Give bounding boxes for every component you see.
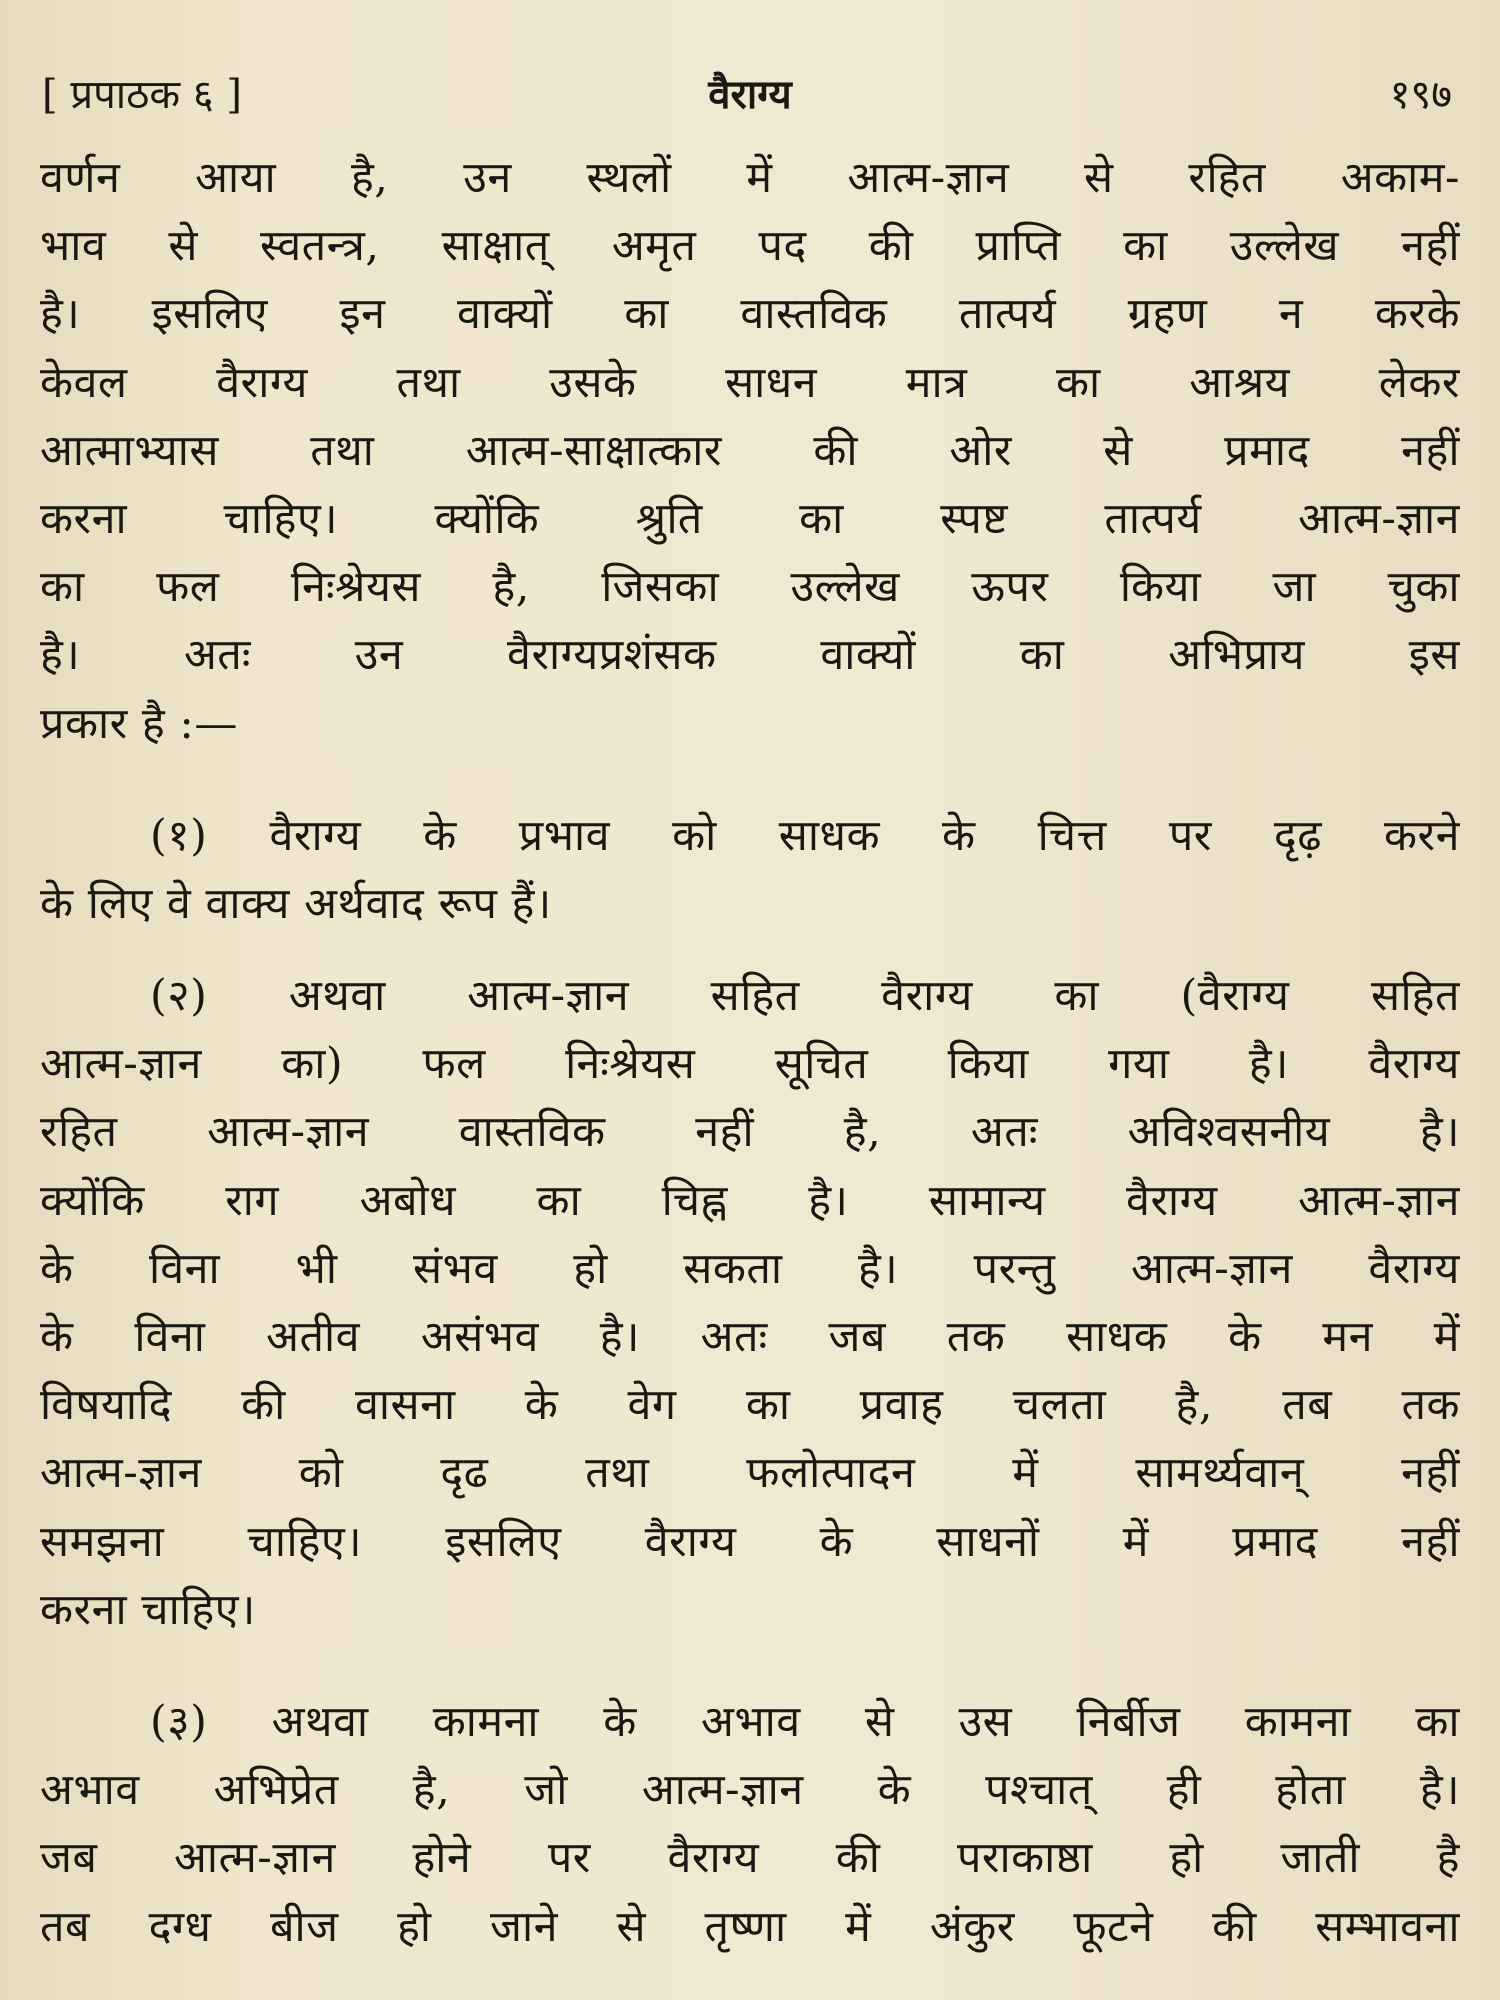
- text-line: आत्माभ्यास तथा आत्म-साक्षात्कार की ओर से प्रमाद नहीं: [40, 425, 1460, 476]
- text-line: आत्म-ज्ञान का) फल निःश्रेयस सूचित किया गया है। वैराग्य: [40, 1039, 1460, 1090]
- text-line: (१) वैराग्य के प्रभाव को साधक के चित्त पर दृढ़ करने: [150, 810, 1460, 861]
- text-line: के लिए वे वाक्य अर्थवाद रूप हैं।: [40, 878, 552, 929]
- text-line: जब आत्म-ज्ञान होने पर वैराग्य की पराकाष्ठा हो जाती है: [40, 1833, 1460, 1884]
- page-number: १९७: [1389, 72, 1452, 118]
- text-line: आत्म-ज्ञान को दृढ तथा फलोत्पादन में सामर्थ्यवान् नहीं: [40, 1448, 1460, 1499]
- text-line: समझना चाहिए। इसलिए वैराग्य के साधनों में प्रमाद नहीं: [40, 1516, 1460, 1567]
- text-line: अभाव अभिप्रेत है, जो आत्म-ज्ञान के पश्चात् ही होता है।: [40, 1765, 1460, 1816]
- text-line: तब दग्ध बीज हो जाने से तृष्णा में अंकुर फूटने की सम्भावना: [40, 1901, 1460, 1952]
- paragraph-gap: [40, 1644, 1460, 1688]
- point-3-paragraph: [40, 1688, 1460, 1961]
- text-line: रहित आत्म-ज्ञान वास्तविक नहीं है, अतः अविश्वसनीय है।: [40, 1107, 1460, 1158]
- point-2-paragraph: [40, 962, 1460, 1644]
- text-line: प्रकार है :—: [40, 698, 238, 749]
- text-line: का फल निःश्रेयस है, जिसका उल्लेख ऊपर किया जा चुका: [40, 562, 1460, 613]
- text-line: केवल वैराग्य तथा उसके साधन मात्र का आश्रय लेकर: [40, 357, 1460, 408]
- text-line: है। अतः उन वैराग्यप्रशंसक वाक्यों का अभिप्राय इस: [40, 630, 1460, 681]
- text-line: के विना अतीव असंभव है। अतः जब तक साधक के मन में: [40, 1312, 1460, 1362]
- running-header: [40, 60, 1460, 130]
- text-line: क्योंकि राग अबोध का चिह्न है। सामान्य वैराग्य आत्म-ज्ञान: [40, 1175, 1460, 1226]
- text-line: (२) अथवा आत्म-ज्ञान सहित वैराग्य का (वैराग्य सहित: [150, 971, 1460, 1022]
- page-heading: वैराग्य: [708, 71, 792, 118]
- text-line: है। इसलिए इन वाक्यों का वास्तविक तात्पर्य ग्रहण न करके: [40, 289, 1460, 340]
- page-body: [40, 144, 1460, 1961]
- text-line: वर्णन आया है, उन स्थलों में आत्म-ज्ञान से रहित अकाम-: [40, 153, 1460, 203]
- text-line: (३) अथवा कामना के अभाव से उस निर्बीज कामना का: [150, 1696, 1460, 1747]
- chapter-label: [ प्रपाठक ६ ]: [42, 72, 242, 118]
- text-line: भाव से स्वतन्त्र, साक्षात् अमृत पद की प्राप्ति का उल्लेख नहीं: [40, 221, 1460, 272]
- intro-paragraph: [40, 144, 1460, 758]
- text-line: के विना भी संभव हो सकता है। परन्तु आत्म-ज्ञान वैराग्य: [40, 1243, 1460, 1294]
- paragraph-gap: [40, 758, 1460, 802]
- point-1-paragraph: [40, 802, 1460, 938]
- paragraph-gap: [40, 938, 1460, 962]
- text-line: करना चाहिए।: [40, 1584, 256, 1635]
- text-line: विषयादि की वासना के वेग का प्रवाह चलता है, तब तक: [40, 1380, 1460, 1431]
- text-line: करना चाहिए। क्योंकि श्रुति का स्पष्ट तात्पर्य आत्म-ज्ञान: [40, 493, 1460, 544]
